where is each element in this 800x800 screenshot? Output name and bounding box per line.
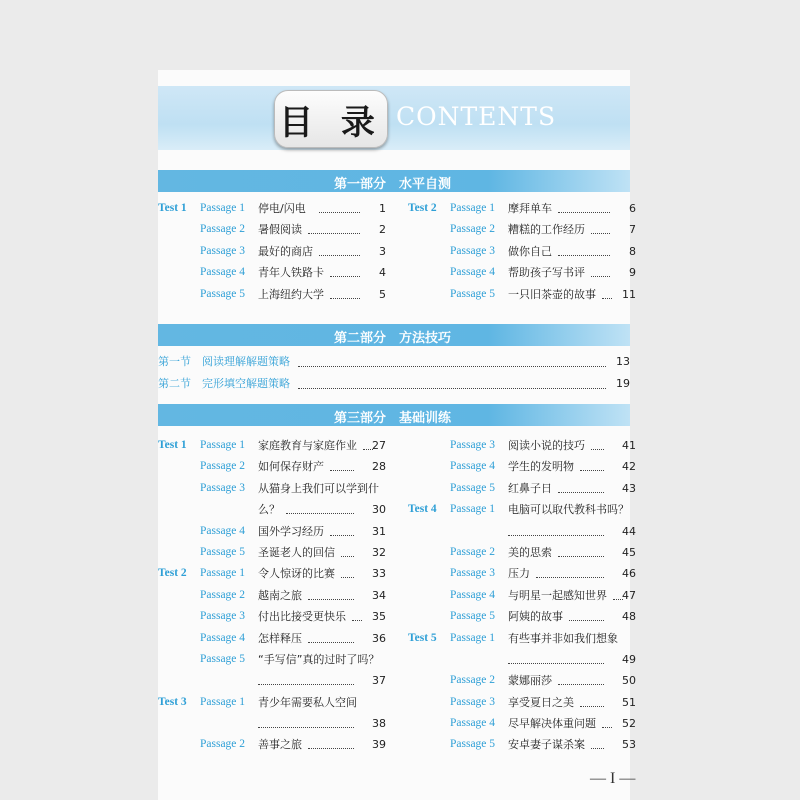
toc-entry <box>408 713 640 734</box>
passage-label: Passage 2 <box>200 588 246 601</box>
page-number-entry: 50 <box>622 674 636 688</box>
entry-title: 压力 <box>508 567 530 581</box>
passage-label: Passage 5 <box>450 481 496 494</box>
page-number-entry: 1 <box>379 202 386 215</box>
test-label: Test 1 <box>158 439 187 451</box>
toc-entry <box>408 284 640 305</box>
dot-leader <box>558 241 610 256</box>
page-number-entry: 27 <box>372 439 386 452</box>
toc-entry <box>158 499 390 520</box>
dot-leader <box>591 219 610 234</box>
entry-title: 令人惊讶的比赛 <box>258 567 335 581</box>
section-part1-label: 第一部分 水平自测 <box>334 177 452 192</box>
entry-title: 暑假阅读 <box>258 223 302 237</box>
dot-leader <box>258 670 354 685</box>
passage-label: Passage 3 <box>450 567 496 580</box>
passage-label: Passage 4 <box>200 524 246 537</box>
dot-leader <box>258 713 354 728</box>
toc-entry <box>158 478 390 499</box>
entry-title: 做你自己 <box>508 244 552 258</box>
toc-entry <box>408 198 640 219</box>
entry-title: 怎样释压 <box>258 631 302 645</box>
passage-label: Passage 4 <box>450 717 496 730</box>
dot-leader <box>558 478 604 493</box>
dot-leader <box>591 262 610 277</box>
entry-title: 越南之旅 <box>258 588 302 602</box>
entry-title: 最好的商店 <box>258 244 313 258</box>
page-number-entry: 39 <box>372 738 386 752</box>
dot-leader <box>330 262 360 277</box>
dot-leader <box>341 563 354 578</box>
passage-label: Passage 1 <box>450 202 496 214</box>
page-number-entry: 37 <box>372 674 386 688</box>
page-number-entry: 11 <box>622 287 636 301</box>
page-number-entry: 30 <box>372 503 386 517</box>
passage-label: Passage 1 <box>450 503 496 516</box>
section-part2-header <box>158 324 630 346</box>
entry-title: 帮助孩子写书评 <box>508 266 585 280</box>
toc-page <box>158 70 636 800</box>
passage-label: Passage 3 <box>200 481 246 494</box>
dot-leader <box>286 499 354 514</box>
dot-leader <box>298 374 606 389</box>
page-number-entry: 31 <box>372 524 386 538</box>
passage-label: Passage 1 <box>200 439 246 451</box>
entry-title: 一只旧茶壶的故事 <box>508 287 596 301</box>
entry-title: 学生的发明物 <box>508 460 574 474</box>
passage-label: Passage 1 <box>200 202 246 214</box>
toc-entry <box>408 585 640 606</box>
dot-leader <box>536 563 604 578</box>
entry-title: 美的思索 <box>508 545 552 559</box>
page-number-entry: 52 <box>622 717 636 731</box>
section-part3-label: 第三部分 基础训练 <box>334 411 452 426</box>
passage-label: Passage 2 <box>200 223 246 236</box>
entry-title: 付出比接受更快乐 <box>258 610 346 624</box>
page-number-entry: 45 <box>622 545 636 559</box>
passage-label: Passage 1 <box>200 695 246 708</box>
test-label: Test 5 <box>408 631 437 644</box>
dot-leader <box>330 456 354 471</box>
toc-entry <box>158 713 390 734</box>
toc-entry <box>158 219 390 240</box>
toc-entry <box>158 241 390 262</box>
page-number-entry: 2 <box>379 223 386 237</box>
toc-entry <box>408 262 640 283</box>
dot-leader <box>341 542 354 557</box>
toc-entry <box>158 606 390 627</box>
entry-title: 安卓妻子谋杀案 <box>508 738 585 752</box>
toc-entry <box>408 478 640 499</box>
passage-label: Passage 4 <box>450 460 496 473</box>
page-number-entry: 46 <box>622 567 636 581</box>
entry-title: 从猫身上我们可以学到什 <box>258 481 379 495</box>
toc-entry <box>158 262 390 283</box>
dot-leader <box>569 606 604 621</box>
test-label: Test 4 <box>408 503 437 516</box>
entry-title: 红鼻子日 <box>508 481 552 495</box>
entry-title: 青少年需要私人空间 <box>258 695 357 709</box>
dot-leader <box>352 606 362 621</box>
toc-entry <box>408 670 640 691</box>
page-number-entry: 38 <box>372 717 386 731</box>
entry-title: 糟糕的工作经历 <box>508 223 585 237</box>
page-number-entry: 9 <box>629 266 636 280</box>
toc-entry <box>408 649 640 670</box>
toc-entry <box>408 219 640 240</box>
method-title: 完形填空解题策略 <box>202 377 290 390</box>
dot-leader <box>508 649 604 664</box>
passage-label: Passage 5 <box>450 738 496 751</box>
page-number-entry: 35 <box>372 610 386 624</box>
page-number-entry: 41 <box>622 439 636 452</box>
dot-leader <box>558 670 604 685</box>
method-title: 阅读理解解题策略 <box>202 355 290 368</box>
page-number-entry: 51 <box>622 695 636 709</box>
page-number-entry: 44 <box>622 524 636 538</box>
part1-right-column <box>408 198 640 305</box>
page-number: — I — <box>590 770 636 787</box>
toc-entry <box>158 734 390 755</box>
passage-label: Passage 3 <box>450 695 496 708</box>
entry-title: 阅读小说的技巧 <box>508 439 585 452</box>
toc-entry <box>408 456 640 477</box>
entry-title: 么？ <box>258 503 280 517</box>
part3-right-column <box>408 435 640 756</box>
entry-title: 青年人铁路卡 <box>258 266 324 280</box>
part1-left-column <box>158 198 390 305</box>
dot-leader <box>558 542 604 557</box>
page-number-entry: 43 <box>622 481 636 495</box>
test-label: Test 3 <box>158 695 187 708</box>
page-number-entry: 47 <box>622 588 636 602</box>
dot-leader <box>558 198 610 213</box>
toc-entry <box>408 521 640 542</box>
entry-title: 善事之旅 <box>258 738 302 752</box>
passage-label: Passage 2 <box>450 674 496 687</box>
dot-leader <box>319 241 360 256</box>
passage-label: Passage 2 <box>450 223 496 236</box>
toc-entry <box>158 585 390 606</box>
toc-entry <box>408 563 640 584</box>
dot-leader <box>602 713 612 728</box>
entry-title: 停电/闪电 <box>258 202 306 215</box>
passage-label: Passage 4 <box>450 266 496 279</box>
passage-label: Passage 2 <box>200 460 246 473</box>
entry-title: 蒙娜丽莎 <box>508 674 552 688</box>
passage-label: Passage 3 <box>200 244 246 257</box>
entry-title: 上海纽约大学 <box>258 287 324 301</box>
dot-leader <box>319 198 360 213</box>
toc-entry <box>408 606 640 627</box>
dot-leader <box>298 352 606 367</box>
passage-label: Passage 1 <box>450 631 496 644</box>
entry-title: 摩拜单车 <box>508 202 552 215</box>
toc-entry <box>408 692 640 713</box>
section-number: 第二节 <box>158 377 191 390</box>
entry-title: 电脑可以取代教科书吗？ <box>508 503 629 517</box>
section-part2-label: 第二部分 方法技巧 <box>334 331 452 346</box>
page-number-entry: 42 <box>622 460 636 474</box>
page-number-entry: 13 <box>616 355 630 368</box>
header-banner <box>158 86 630 150</box>
dot-leader <box>308 219 360 234</box>
page-number-entry: 8 <box>629 244 636 258</box>
page-number-entry: 48 <box>622 610 636 624</box>
page-number-entry: 4 <box>379 266 386 280</box>
dot-leader <box>580 456 604 471</box>
method-entry <box>158 352 630 372</box>
entry-title: 阿姨的故事 <box>508 610 563 624</box>
dot-leader <box>330 284 360 299</box>
page-number-entry: 6 <box>629 202 636 215</box>
page-number-entry: 28 <box>372 460 386 474</box>
dot-leader <box>330 521 354 536</box>
toc-entry <box>158 692 390 713</box>
passage-label: Passage 3 <box>200 610 246 623</box>
toc-entry <box>408 628 640 649</box>
dot-leader <box>591 734 604 749</box>
dot-leader <box>580 692 604 707</box>
page-number-entry: 49 <box>622 652 636 666</box>
page-number-entry: 3 <box>379 244 386 258</box>
entry-title: 享受夏日之美 <box>508 695 574 709</box>
passage-label: Passage 5 <box>200 545 246 558</box>
dot-leader <box>308 734 354 749</box>
page-number-entry: 34 <box>372 588 386 602</box>
passage-label: Passage 4 <box>450 588 496 601</box>
dot-leader <box>591 435 604 450</box>
passage-label: Passage 4 <box>200 631 246 644</box>
toc-entry <box>158 628 390 649</box>
passage-label: Passage 5 <box>450 610 496 623</box>
title-cn: 目 录 <box>274 90 388 148</box>
page-number-entry: 33 <box>372 567 386 581</box>
test-label: Test 2 <box>408 202 437 214</box>
passage-label: Passage 5 <box>200 287 246 300</box>
section-part3-header <box>158 404 630 426</box>
passage-label: Passage 3 <box>450 244 496 257</box>
passage-label: Passage 5 <box>450 287 496 300</box>
toc-entry <box>158 521 390 542</box>
toc-entry <box>408 499 640 520</box>
page-number-entry: 19 <box>616 377 630 390</box>
page-number-entry: 36 <box>372 631 386 645</box>
toc-entry <box>158 649 390 670</box>
entry-title: 国外学习经历 <box>258 524 324 538</box>
test-label: Test 1 <box>158 202 187 214</box>
page-number-entry: 32 <box>372 545 386 559</box>
toc-entry <box>158 563 390 584</box>
entry-title: 圣诞老人的回信 <box>258 545 335 559</box>
entry-title: 有些事并非如我们想象 <box>508 631 618 645</box>
toc-entry <box>158 435 390 456</box>
method-entry <box>158 374 630 394</box>
toc-entry <box>408 542 640 563</box>
part3-left-column <box>158 435 390 756</box>
entry-title: 家庭教育与家庭作业 <box>258 439 357 452</box>
toc-entry <box>158 670 390 691</box>
passage-label: Passage 1 <box>200 567 246 580</box>
entry-title: 与明星一起感知世界 <box>508 588 607 602</box>
page-number-entry: 7 <box>629 223 636 237</box>
dot-leader <box>508 521 604 536</box>
section-part1-header <box>158 170 630 192</box>
entry-title: “手写信”真的过时了吗？ <box>258 652 380 666</box>
entry-title: 如何保存财产 <box>258 460 324 474</box>
entry-title: 尽早解决体重问题 <box>508 717 596 731</box>
page-number-entry: 53 <box>622 738 636 752</box>
page-number-entry: 5 <box>379 287 386 301</box>
passage-label: Passage 3 <box>450 439 496 451</box>
toc-entry <box>158 542 390 563</box>
passage-label: Passage 2 <box>200 738 246 751</box>
passage-label: Passage 4 <box>200 266 246 279</box>
toc-entry <box>408 435 640 456</box>
toc-entry <box>408 241 640 262</box>
passage-label: Passage 5 <box>200 652 246 665</box>
toc-entry <box>158 284 390 305</box>
toc-entry <box>158 198 390 219</box>
title-en: CONTENTS <box>396 102 557 131</box>
toc-entry <box>158 456 390 477</box>
toc-entry <box>408 734 640 755</box>
dot-leader <box>308 585 354 600</box>
dot-leader <box>308 628 354 643</box>
passage-label: Passage 2 <box>450 545 496 558</box>
dot-leader <box>602 284 612 299</box>
section-number: 第一节 <box>158 355 191 368</box>
test-label: Test 2 <box>158 567 187 580</box>
